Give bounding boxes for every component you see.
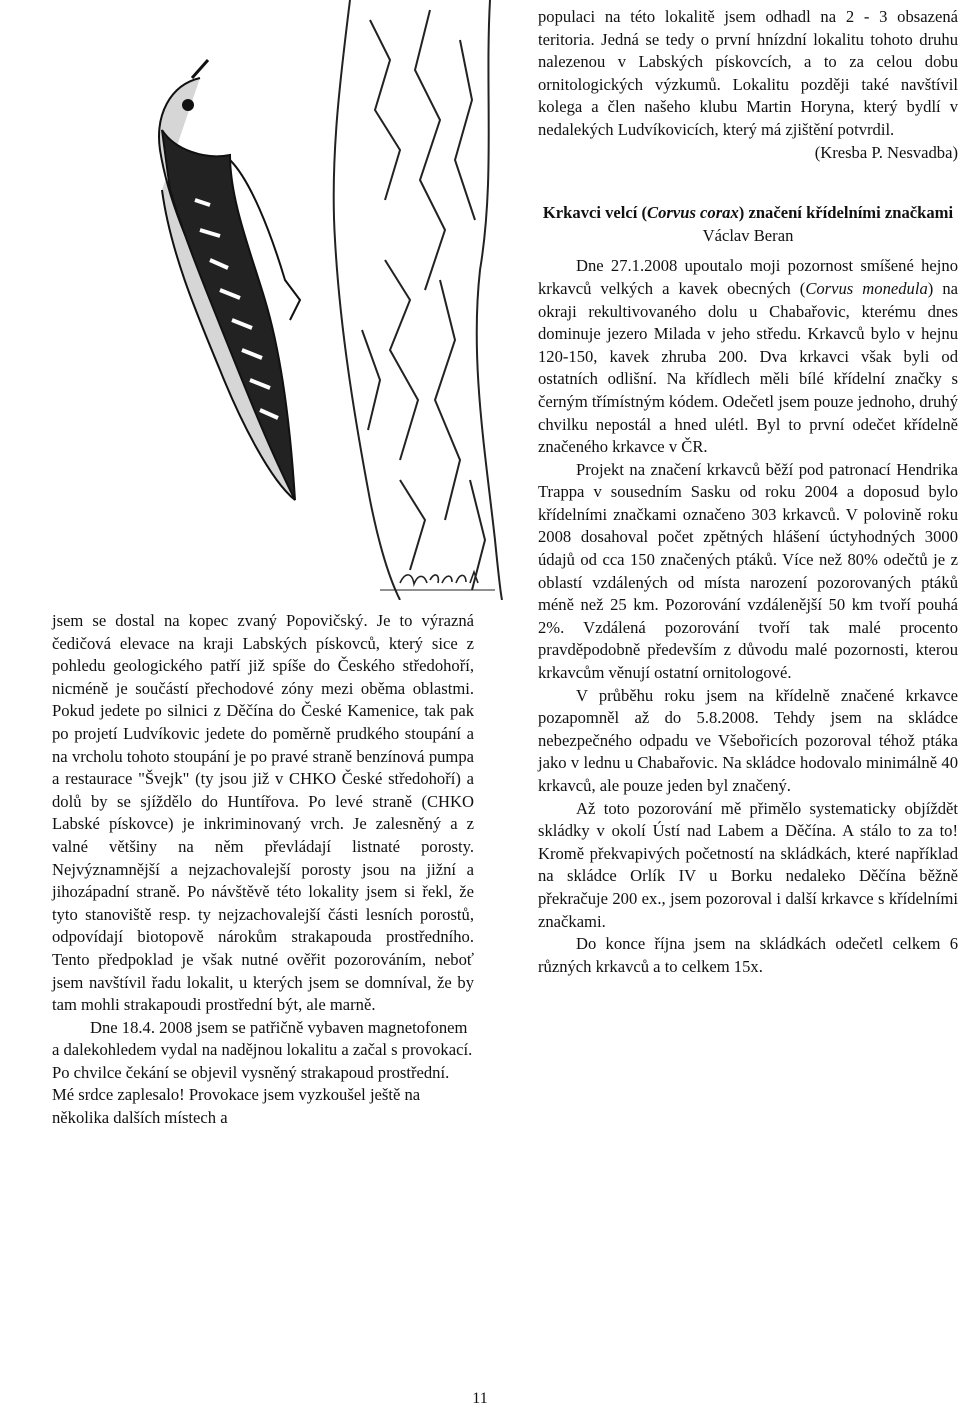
- paragraph: Dne 18.4. 2008 jsem se patřičně vybaven magnetofonem a dalekohledem vydal na nadějnou lokalitu a začal s provokací. Po chvilce čekání se objevil vysněný strakapoud prostřední. Mé srdce zaplesalo! Provokace jsem vyzkoušel ještě na několika dalších místech a: [52, 1017, 473, 1128]
- page-number: 11: [472, 1390, 488, 1407]
- article-title: Krkavci velcí (Corvus corax) značení křídelními značkami: [542, 203, 954, 223]
- woodpecker: [159, 60, 300, 500]
- woodpecker-illustration: [100, 0, 520, 600]
- paragraph: jsem se dostal na kopec zvaný Popovičský. Je to výrazná čedičová elevace na kraji Labských pískovců, který sice z pohledu geologického patří již spíše do Českého středohoří, nicméně je součástí přechodové zóny mezi oběma oblastmi. Pokud jedete po silnici z Děčína do České Kamenice, tak pak po projetí Ludvíkovic jedete do poměrně prudkého stoupání a na vrcholu tohoto stoupání je po pravé straně benzínová pumpa a restaurace "Švejk" (ty jsou již v CHKO České středohoří) a dolů by se sjíždělo do Huntířova. Po levé straně (CHKO Labské pískovce) je inkriminovaný vrch. Je zalesněný a z valné většiny na něm převládají listnaté porosty. Nejvýznamnější a nejzachovalejší porosty jsou na jižní a jihozápadní straně. Po návštěvě této lokality jsem si řekl, že tyto stanoviště resp. ty nejzachovalejší části lesních porostů, odpovídají biotopově nárokům strakapouda prostředního. Tento předpoklad je však nutné ověřit pozorováním, neboť jsem navštívil řadu lokalit, u kterých jsem se domníval, že by tam mohli strakapoudi prostřední být, ale marně.: [52, 611, 474, 1015]
- right-column: [538, 6, 958, 978]
- paragraph: Dne 27.1.2008 upoutalo moji pozornost smíšené hejno krkavců velkých a kavek obecných (Corvus monedula) na okraji rekultivovaného dolu u Chabařovic, kterému dnes dominuje jezero Milada v jeho středu. Krkavců bylo v hejnu 120-150, kavek zhruba 200. Dva krkavci však byli od ostatních odlišní. Na křídlech měli bílé křídelní značky s černým třímístným kódem. Odečetl jsem pouze jednoho, druhý chvilku nepostál a hned ulétl. Byl to první odečet křídelně značeného krkavce v ČR.: [538, 256, 958, 457]
- left-column: [52, 610, 474, 1130]
- paragraph: Projekt na značení krkavců běží pod patronací Hendrika Trappa v sousedním Sasku od roku 2004 a doposud bylo křídelními značkami označeno 303 krkavců. V polovině roku 2008 dosahoval počet zpětných hlášení úctyhodných 3000 údajů od cca 150 značených ptáků. Více než 80% odečtů je z oblastí vzdálených od místa narození pozorovaných ptáků méně než 25 km. Pozorování vzdálenější 50 km tvoří pouhá 2%. Vzdálená pozorování tvoří tak malé procento pravděpodobně především z důvodu malé pozornosti, kterou krkavcům věnují ostatní ornitologové.: [538, 459, 958, 683]
- artist-signature: [380, 572, 495, 590]
- paragraph: Do konce října jsem na skládkách odečetl celkem 6 různých krkavců a to celkem 15x.: [538, 934, 958, 976]
- species-name: Corvus corax: [647, 203, 739, 223]
- paragraph: V průběhu roku jsem na křídelně značené krkavce pozapomněl až do 5.8.2008. Tehdy jsem na skládce nebezpečného odpadu ve Všebořicích pozoroval téhož ptáka jako v lednu u Chabařovic. Na skládce hodovalo minimálně 40 krkavců, ale pouze jeden byl značený.: [538, 685, 958, 795]
- paragraph: Až toto pozorování mě přimělo systematicky objíždět skládky v okolí Ústí nad Labem a Děčína. A stálo to za to! Kromě překvapivých početností na skládkách, které například na skládce Orlík IV u Borku nedaleko Děčína běžně překračuje 200 ex., jsem pozoroval i další krkavce s křídelními značkami.: [538, 798, 958, 931]
- species-name: Corvus monedula: [805, 278, 928, 298]
- tree-trunk: [334, 0, 502, 600]
- paragraph: populaci na této lokalitě jsem odhadl na 2 - 3 obsazená teritoria. Jedná se tedy o první hnízdní lokalitu tohoto druhu nalezenou v Labských pískovcích, a to za celou dobu ornitologických výzkumů. Lokalitu později také navštívil kolega a člen našeho klubu Martin Horyna, který bydlí v nedalekých Ludvíkovicích, který má zjištění potvrdil.: [538, 7, 958, 139]
- illustration-caption: (Kresba P. Nesvadba): [814, 142, 958, 162]
- article-author: Václav Beran: [702, 225, 794, 245]
